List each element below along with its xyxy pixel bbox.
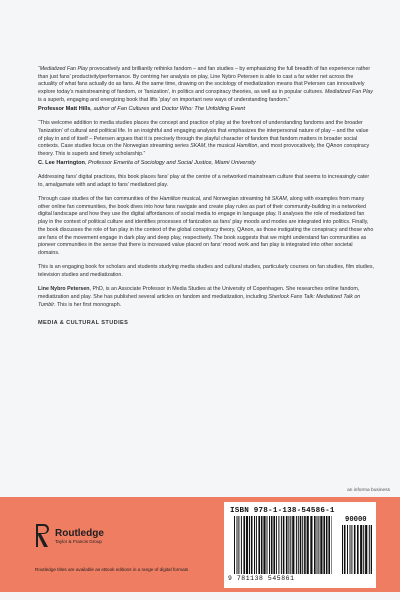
- endorser-name: Professor Matt Hills: [38, 105, 91, 112]
- barcode-bar: [241, 516, 242, 574]
- barcode-bar: [323, 516, 325, 574]
- barcode-bar: [326, 516, 328, 574]
- barcode-bar: [273, 516, 275, 574]
- endorsement-quote: “Mediatized Fan Play provocatively and brilliantly rethinks fandom – and fan studies – by emphasizing the full breadth of fan experience rather than just fans’ productivity/performance. By centring her analysis on play, Line Nybro Petersen is able to cast a far wider net across the actuality of what fans actually do as fans. At the same time, drawing on the sociology of mediatization means that Petersen can innovatively explore today’s mainstreaming of fandom, or ‘fanization’, in politics and conspiracy theories, as well as in popular cultures. Mediatized Fan Play is a superb, engaging and energizing book that lifts ‘play’ on important new ways of understanding fandom.”: [38, 66, 373, 103]
- barcode-bar: [296, 516, 297, 574]
- barcode-bar: [350, 525, 351, 574]
- barcode-bar: [271, 516, 273, 574]
- endorser-affiliation: , author of Fan Cultures and Doctor Who: The Unfolding Event: [90, 105, 246, 112]
- price-barcode: [342, 525, 372, 574]
- barcode-bar: [258, 516, 260, 574]
- barcode-bar: [344, 525, 346, 574]
- barcode-bar: [320, 516, 322, 574]
- endorser-name: C. Lee Harrington: [38, 159, 85, 166]
- barcode-bar: [298, 516, 299, 574]
- author-bio: [38, 286, 374, 309]
- barcode-bar: [351, 525, 352, 574]
- barcode-bar: [256, 516, 257, 574]
- barcode-bar: [357, 525, 359, 574]
- barcode-bar: [249, 516, 250, 574]
- barcode-panel: [224, 502, 376, 588]
- barcode-bar: [369, 525, 370, 574]
- endorser-affiliation: , Professor Emerita of Sociology and Social Justice, Miami University: [84, 159, 256, 166]
- barcode-bar: [365, 525, 367, 574]
- barcode-bar: [243, 516, 245, 574]
- informa-tagline: an informa business: [347, 488, 390, 493]
- barcode-bar: [251, 516, 253, 574]
- barcode-bar: [238, 516, 239, 574]
- book-description: [38, 174, 374, 279]
- endorsement-quote: “This welcome addition to media studies places the concept and practice of play at the forefront of understanding fandoms and the broader ‘fanization’ of cultural and political life. In an insightful and engaging analysis that emphasizes the interpersonal nature of play – and the value of play in and of itself – Petersen argues that it is precisely through the playful character of fandom that fandom matters in broader social contexts. Case studies focus on the Norwegian streaming series SKAM, the musical Hamilton, and most provocatively, the QAnon conspiracy theory. This is superb and timely scholarship.”: [38, 120, 370, 157]
- barcode-bar: [371, 525, 372, 574]
- barcode-bar: [267, 516, 268, 574]
- description-paragraph: Through case studies of the fan communities of the Hamilton musical, and Norwegian streaming hit SKAM, along with examples from many other online fan communities, the book dives into how fans navigate and create play rules as part of their community-building in a networked digital landscape and how they use the digital affordances of social media to engage in language play. It analyses the role of mediatized fan play in the context of political culture and identifies processes of fanization as fans’ play moods and modes are integrated into politics. Finally, the book discusses the role of fan play in the context of the global conspiracy theory, QAnon, as those instigating the conspiracy and those who are fans of the movement engage in dark play and deep play, respectively. The book suggests that we might understand fan communities as pioneer communities in the sense that there is increased value placed on fans’ mood work and fan play is integrated into other societal domains.: [38, 196, 374, 256]
- barcode-bar: [307, 516, 309, 574]
- endorsement-attribution: [38, 160, 374, 168]
- description-paragraph: This is an engaging book for scholars and students studying media studies and cultural studies, particularly courses on fan studies, film studies, television studies and mediatization.: [38, 264, 374, 278]
- description-paragraph: Addressing fans’ digital practices, this book places fans’ play at the centre of a networked mainstream culture that seems to increasingly cater to, amalgamate with and adapt to fans’ mediatized play.: [38, 174, 370, 188]
- barcode-bar: [254, 516, 255, 574]
- barcode-bar: [304, 516, 306, 574]
- barcode-bar: [300, 516, 302, 574]
- barcode-bar: [288, 516, 289, 574]
- ean-digits: 9 781138 545861: [228, 575, 295, 582]
- back-cover-text: [38, 66, 374, 326]
- barcode-bar: [234, 516, 235, 574]
- barcode-bar: [290, 516, 291, 574]
- price-code: 90000: [345, 516, 367, 524]
- barcode-bar: [332, 516, 333, 574]
- publisher-logo: [35, 523, 104, 549]
- author-name: Line Nybro Petersen: [38, 286, 90, 293]
- endorsement-2: [38, 120, 374, 167]
- barcode-bar: [261, 516, 263, 574]
- barcode-bar: [237, 516, 238, 574]
- barcode-bar: [318, 516, 319, 574]
- barcode-bar: [342, 525, 343, 574]
- isbn-label: ISBN 978-1-138-54586-1: [230, 507, 335, 515]
- barcode-bar: [286, 516, 288, 574]
- publisher-name: Routledge: [55, 527, 104, 539]
- barcode-bar: [317, 516, 318, 574]
- author-bio-text: , PhD, is an Associate Professor in Media Studies at the University of Copenhagen. She researches online fandom, mediatization and play. She has published several articles on fandom and mediatization, including Sherlock Fans Talk: Mediatized Talk on Tumblr. This is her first monograph.: [38, 286, 361, 308]
- endorsement-1: [38, 66, 374, 113]
- barcode-bar: [360, 525, 362, 574]
- barcode-bar: [354, 525, 356, 574]
- publisher-group: Taylor & Francis Group: [55, 538, 102, 544]
- barcode-bar: [281, 516, 282, 574]
- barcode-bar: [276, 516, 277, 574]
- barcode-bar: [310, 516, 312, 574]
- ean-barcode: [234, 516, 332, 574]
- barcode-bar: [363, 525, 364, 574]
- barcode-bar: [246, 516, 248, 574]
- publisher-wordmark: [55, 528, 104, 545]
- barcode-bar: [263, 516, 265, 574]
- barcode-bar: [278, 516, 279, 574]
- endorsement-attribution: [38, 106, 374, 114]
- ebook-note: Routledge titles are available as eBook editions in a range of digital formats: [35, 567, 189, 572]
- barcode-bar: [314, 516, 316, 574]
- routledge-logo-icon: [35, 523, 50, 549]
- subject-category: MEDIA & CULTURAL STUDIES: [38, 319, 129, 326]
- barcode-bar: [283, 516, 285, 574]
- barcode-bar: [347, 525, 348, 574]
- barcode-bar: [302, 516, 303, 574]
- barcode-bar: [292, 516, 294, 574]
- barcode-bar: [269, 516, 270, 574]
- barcode-bar: [328, 516, 330, 574]
